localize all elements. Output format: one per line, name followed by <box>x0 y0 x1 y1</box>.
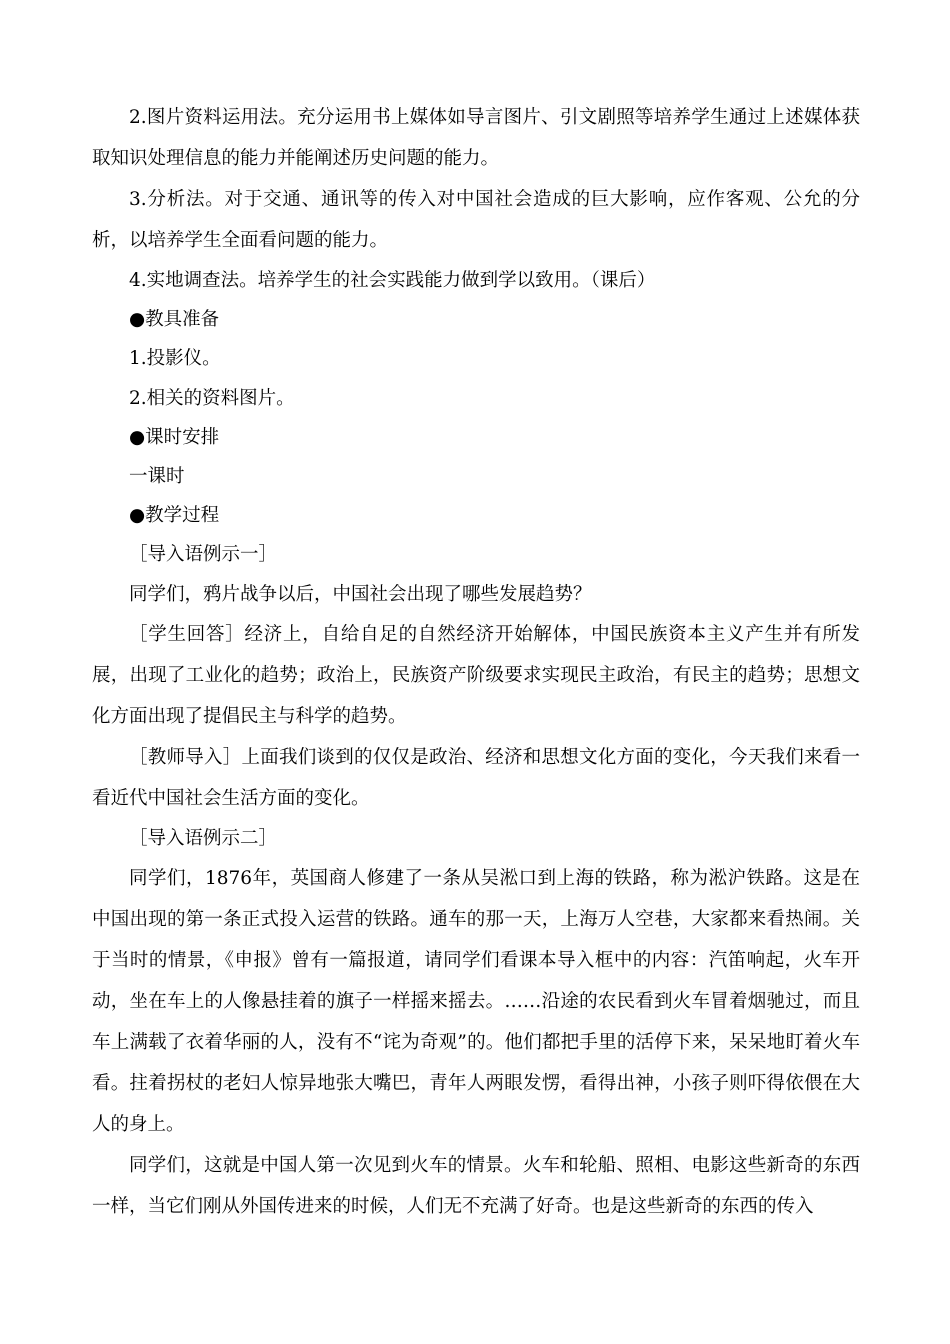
label-intro-example-2: ［导入语例示二］ <box>129 827 278 849</box>
paragraph-railway-story: 同学们，1876年，英国商人修建了一条从吴淞口到上海的铁路，称为淞沪铁路。这是在中国出现的第一条正式投入运营的铁路。通车的那一天，上海万人空巷，大家都来看热闹。关于当时的情景，《申报》曾有一篇报道，请同学们看课本导入框中的内容：汽笛响起，火车开动，坐在车上的人像悬挂着的旗子一样摇来摇去。……沿途的农民看到火车冒着烟驰过，而且车上满载了衣着华丽的人，没有不“诧为奇观”的。他们都把手里的活停下来，呆呆地盯着火车看。拄着拐杖的老妇人惊异地张大嘴巴，青年人两眼发愣，看得出神，小孩子则吓得依偎在大人的身上。 <box>92 868 860 1136</box>
paragraph-student-answer: ［学生回答］经济上，自给自足的自然经济开始解体，中国民族资本主义产生并有所发展，出现了工业化的趋势；政治上，民族资产阶级要求实现民主政治，有民主的趋势；思想文化方面出现了提倡民主与科学的趋势。 <box>92 623 860 727</box>
heading-schedule: ●课时安排 <box>129 426 220 448</box>
paragraph-question-1: 同学们，鸦片战争以后，中国社会出现了哪些发展趋势？ <box>129 583 592 605</box>
paragraph-teacher-intro: ［教师导入］上面我们谈到的仅仅是政治、经济和思想文化方面的变化，今天我们来看一看近代中国社会生活方面的变化。 <box>92 746 860 809</box>
document-body <box>92 97 860 1227</box>
paragraph-method-2: 2.图片资料运用法。充分运用书上媒体如导言图片、引文剧照等培养学生通过上述媒体获取知识处理信息的能力并能阐述历史问题的能力。 <box>92 107 860 169</box>
paragraph-schedule: 一课时 <box>129 466 185 488</box>
label-intro-example-1: ［导入语例示一］ <box>129 544 278 566</box>
heading-equipment: ●教具准备 <box>129 309 220 331</box>
heading-process: ●教学过程 <box>129 505 220 527</box>
paragraph-method-3: 3.分析法。对于交通、通讯等的传入对中国社会造成的巨大影响，应作客观、公允的分析，以培养学生全面看问题的能力。 <box>92 189 860 251</box>
paragraph-equipment-2: 2.相关的资料图片。 <box>129 387 295 409</box>
paragraph-closing: 同学们，这就是中国人第一次见到火车的情景。火车和轮船、照相、电影这些新奇的东西一样，当它们刚从外国传进来的时候，人们无不充满了好奇。也是这些新奇的东西的传入 <box>92 1155 860 1218</box>
paragraph-method-4: 4.实地调查法。培养学生的社会实践能力做到学以致用。（课后） <box>129 270 656 291</box>
paragraph-equipment-1: 1.投影仪。 <box>129 348 221 370</box>
